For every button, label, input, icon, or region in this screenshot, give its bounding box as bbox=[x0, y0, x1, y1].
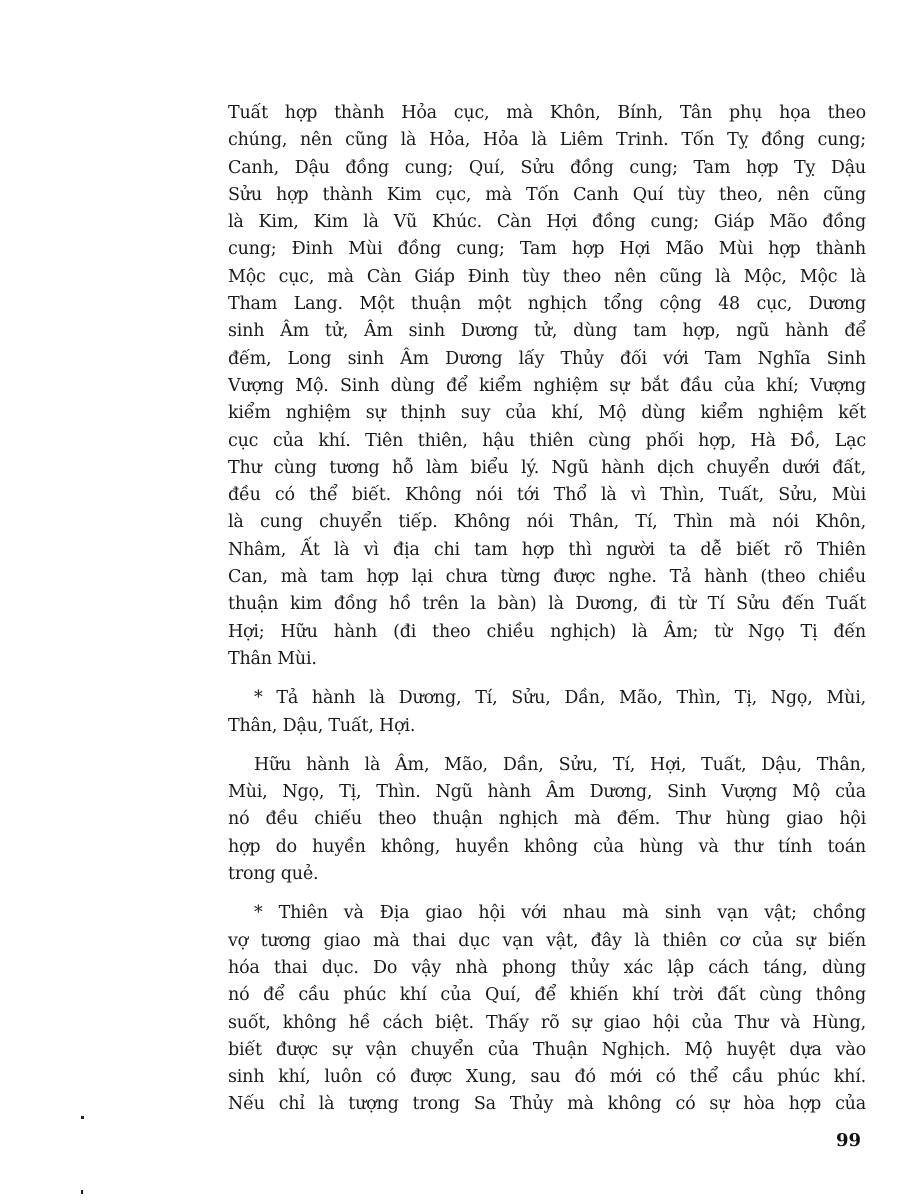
text-line: Tuất hợp thành Hỏa cục, mà Khôn, Bính, Tân phụ họa theo bbox=[228, 103, 866, 123]
text-line: đếm, Long sinh Âm Dương lấy Thủy đối với Tam Nghĩa Sinh bbox=[228, 348, 866, 369]
text-line: vợ tương giao mà thai dục vạn vật, đây là thiên cơ của sự biến bbox=[228, 930, 866, 951]
scan-speck bbox=[81, 1116, 84, 1119]
page-number: 99 bbox=[836, 1130, 862, 1151]
text-line: là Kim, Kim là Vũ Khúc. Càn Hợi đồng cung; Giáp Mão đồng bbox=[228, 212, 866, 233]
text-line: Nhâm, Ất là vì địa chi tam hợp thì người ta dễ biết rõ Thiên bbox=[228, 539, 866, 560]
text-line: Mộc cục, mà Càn Giáp Đinh tùy theo nên cũng là Mộc, Mộc là bbox=[228, 266, 866, 287]
paragraph-3 bbox=[228, 752, 866, 888]
text-line: hợp do huyền không, huyền không của hùng và thư tính toán bbox=[228, 836, 866, 857]
text-line: Mùi, Ngọ, Tị, Thìn. Ngũ hành Âm Dương, Sinh Vượng Mộ của bbox=[228, 782, 866, 803]
text-line: nó đều chiếu theo thuận nghịch mà đếm. Thư hùng giao hội bbox=[228, 809, 866, 830]
text-line: Hợi; Hữu hành (đi theo chiều nghịch) là Âm; từ Ngọ Tị đến bbox=[228, 621, 866, 642]
page-body-text bbox=[228, 100, 866, 1119]
paragraph-4 bbox=[228, 900, 866, 1118]
text-line: hóa thai dục. Do vậy nhà phong thủy xác lập cách táng, dùng bbox=[228, 957, 866, 978]
text-line: là cung chuyển tiếp. Không nói Thân, Tí, Thìn mà nói Khôn, bbox=[228, 512, 866, 533]
text-line: Sửu hợp thành Kim cục, mà Tốn Canh Quí tùy theo, nên cũng bbox=[228, 184, 866, 205]
text-line: kiểm nghiệm sự thịnh suy của khí, Mộ dùng kiểm nghiệm kết bbox=[228, 403, 866, 424]
text-line: nó để cầu phúc khí của Quí, để khiến khí trời đất cùng thông bbox=[228, 985, 866, 1006]
text-line: Can, mà tam hợp lại chưa từng được nghe. Tả hành (theo chiều bbox=[228, 567, 866, 588]
text-line: * Thiên và Địa giao hội với nhau mà sinh vạn vật; chồng bbox=[254, 903, 866, 924]
text-line: Hữu hành là Âm, Mão, Dần, Sửu, Tí, Hợi, Tuất, Dậu, Thân, bbox=[254, 754, 866, 775]
text-line: biết được sự vận chuyển của Thuận Nghịch. Mộ huyệt dựa vào bbox=[228, 1039, 866, 1060]
paragraph-2 bbox=[228, 685, 866, 740]
text-line: Thư cùng tương hỗ làm biểu lý. Ngũ hành dịch chuyển dưới đất, bbox=[228, 457, 866, 478]
text-line: cung; Đinh Mùi đồng cung; Tam hợp Hợi Mão Mùi hợp thành bbox=[228, 239, 866, 260]
text-line: Thân Mùi. bbox=[228, 648, 317, 669]
text-line: trong quẻ. bbox=[228, 864, 319, 885]
text-line: thuận kim đồng hồ trên la bàn) là Dương, đi từ Tí Sửu đến Tuất bbox=[228, 594, 866, 615]
text-line: Tham Lang. Một thuận một nghịch tổng cộng 48 cục, Dương bbox=[228, 294, 866, 315]
text-line: Vượng Mộ. Sinh dùng để kiểm nghiệm sự bắt đầu của khí; Vượng bbox=[228, 375, 866, 396]
scan-speck bbox=[81, 1190, 83, 1194]
paragraph-1 bbox=[228, 100, 866, 673]
text-line: * Tả hành là Dương, Tí, Sửu, Dần, Mão, Thìn, Tị, Ngọ, Mùi, bbox=[254, 688, 866, 709]
text-line: Nếu chỉ là tượng trong Sa Thủy mà không có sự hòa hợp của bbox=[228, 1094, 866, 1115]
text-line: cục của khí. Tiên thiên, hậu thiên cùng phối hợp, Hà Đồ, Lạc bbox=[228, 430, 866, 451]
text-line: sinh Âm tử, Âm sinh Dương tử, dùng tam hợp, ngũ hành để bbox=[228, 321, 866, 342]
text-line: chúng, nên cũng là Hỏa, Hỏa là Liêm Trinh. Tốn Tỵ đồng cung; bbox=[228, 130, 866, 151]
text-line: Thân, Dậu, Tuất, Hợi. bbox=[228, 715, 416, 736]
text-line: suốt, không hề cách biệt. Thấy rõ sự giao hội của Thư và Hùng, bbox=[228, 1012, 866, 1033]
text-line: Canh, Dậu đồng cung; Quí, Sửu đồng cung; Tam hợp Tỵ Dậu bbox=[228, 157, 866, 178]
text-line: đều có thể biết. Không nói tới Thổ là vì Thìn, Tuất, Sửu, Mùi bbox=[228, 485, 866, 506]
text-line: sinh khí, luôn có được Xung, sau đó mới có thể cầu phúc khí. bbox=[228, 1067, 866, 1088]
